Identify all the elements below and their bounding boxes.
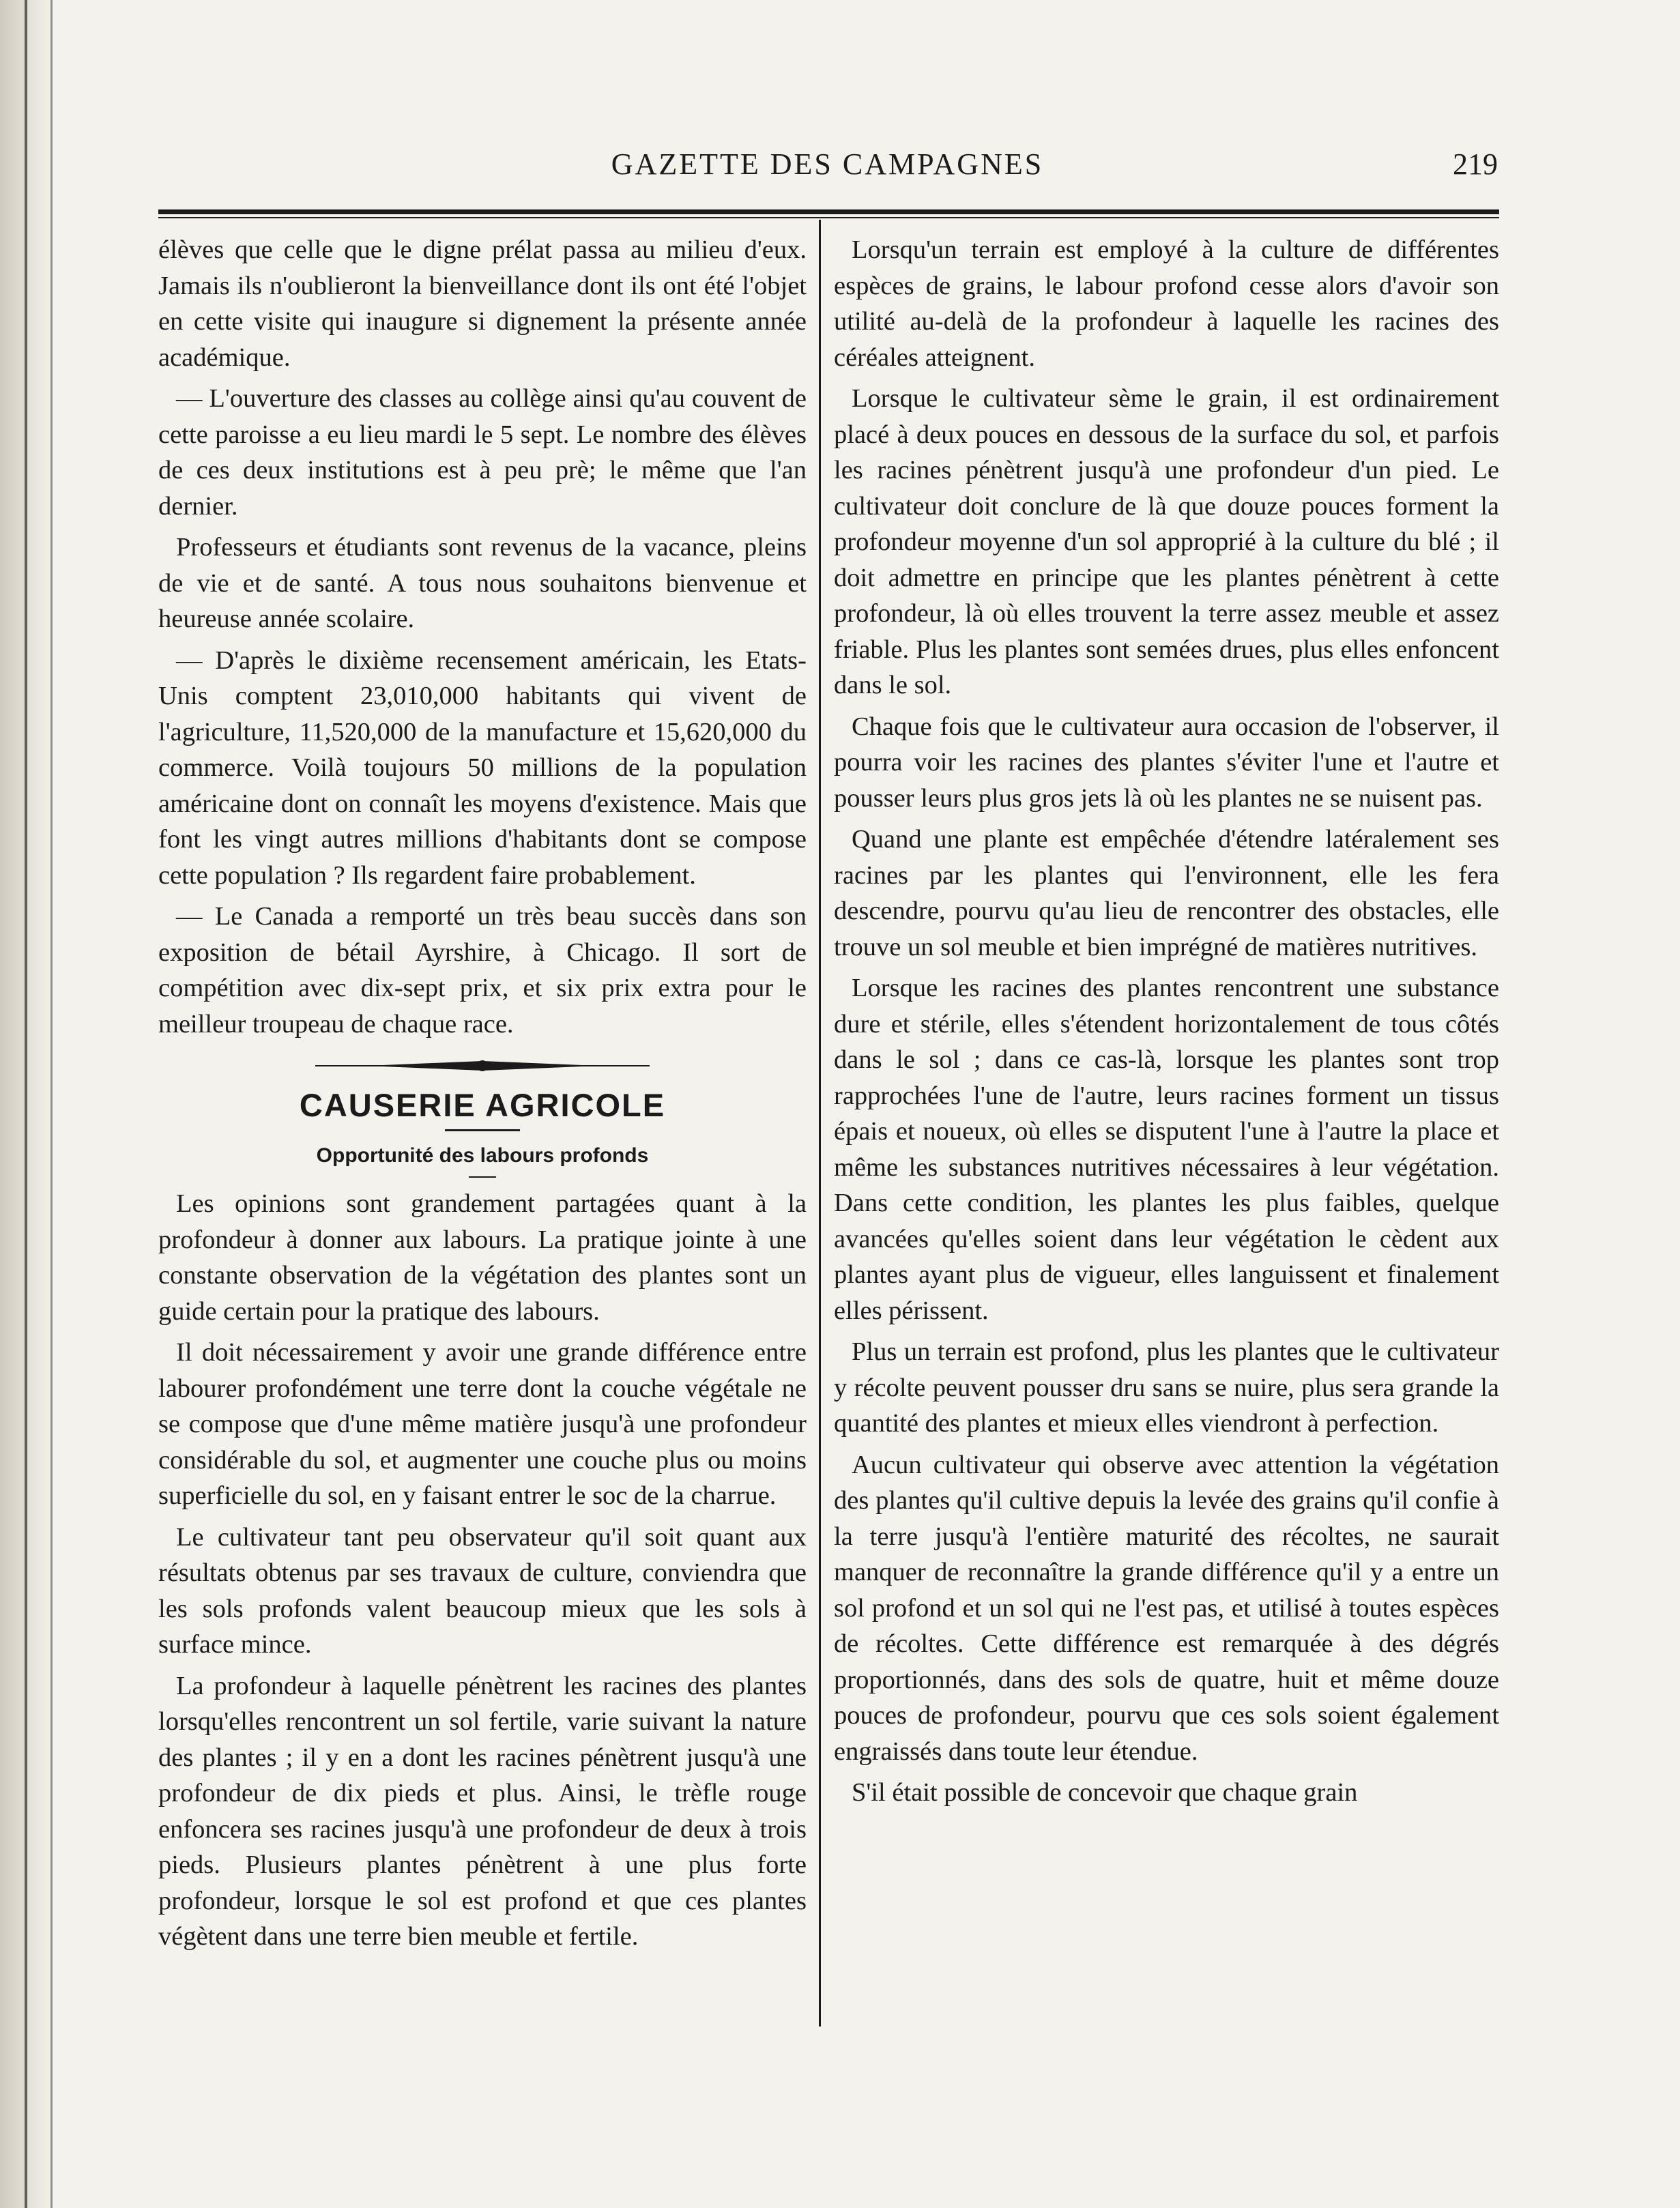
page-binding-shadow (0, 0, 55, 2208)
paragraph: Les opinions sont grandement partagées quant à la profondeur à donner aux labours. La pratique jointe à une constante observation de la végétation des plantes sont un guide certain pour la pratique des labours. (158, 1189, 807, 1326)
paragraph: Lorsqu'un terrain est employé à la culture de différentes espèces de grains, le labour profond cesse alors d'avoir son utilité au-delà de la profondeur à laquelle les racines des céréales atteignent. (834, 235, 1499, 372)
page-header (157, 147, 1498, 188)
binding-edge-line (50, 0, 53, 2208)
paragraph: — Le Canada a remporté un très beau succès dans son exposition de bétail Ayrshire, à Chicago. Il sort de compétition avec dix-sept prix, et six prix extra pour le meilleur troupeau de chaque race. (158, 902, 807, 1038)
paragraph: S'il était possible de concevoir que chaque grain (852, 1778, 1358, 1807)
header-rule-thick (158, 209, 1499, 214)
paragraph: Chaque fois que le cultivateur aura occasion de l'observer, il pourra voir les racines des plantes s'éviter l'une et l'autre et pousser leurs plus gros jets là où les plantes ne se nuisent pas. (834, 712, 1499, 813)
paragraph: Lorsque les racines des plantes rencontrent une substance dure et stérile, elles s'étendent horizontalement de tous côtés dans le sol ; dans ce cas-là, lorsque les plantes sont trop rapprochées l'une de l'autre, leurs racines forment un tissus épais et noueux, où elles se disputent l'une à l'autre la place et même les substances nutritives nécessaires à leur végétation. Dans cette condition, les plantes les plus faibles, quelque avancées qu'elles soient dans leur végétation le cèdent aux plantes ayant plus de vigueur, elles languissent et finalement elles périssent. (834, 974, 1499, 1325)
section-ornament-icon (312, 1056, 653, 1076)
title-underline (445, 1129, 520, 1131)
binding-edge-line (25, 0, 27, 2208)
left-column (158, 232, 807, 1960)
paragraph: Professeurs et étudiants sont revenus de la vacance, pleins de vie et de santé. A tous nous souhaitons bienvenue et heureuse année scolaire. (158, 533, 807, 633)
page-number: 219 (1453, 147, 1498, 181)
paragraph: Il doit nécessairement y avoir une grande différence entre labourer profondément une terre dont la couche végétale ne se compose que d'une même matière jusqu'à une profondeur considérable du sol, et augmenter une couche plus ou moins superficielle du sol, en y faisant entrer le soc de la charrue. (158, 1338, 807, 1510)
paragraph: — D'après le dixième recensement américain, les Etats-Unis comptent 23,010,000 habitants qui vivent de l'agriculture, 11,520,000 de la manufacture et 15,620,000 du commerce. Voilà toujours 50 millions de la population américaine dont on connaît les moyens d'existence. Mais que font les vingt autres millions d'habitants dont se compose cette population ? Ils regardent faire probablement. (158, 645, 807, 890)
header-rule-thin (158, 217, 1499, 218)
paragraph: Plus un terrain est profond, plus les plantes que le cultivateur y récolte peuvent pousser dru sans se nuire, plus sera grande la quantité des plantes et mieux elles viendront à perfection. (834, 1337, 1499, 1438)
paragraph: La profondeur à laquelle pénètrent les racines des plantes lorsqu'elles rencontrent un sol fertile, varie suivant la nature des plantes ; il y en a dont les racines pénètrent jusqu'à une profondeur de dix pieds et plus. Ainsi, le trèfle rouge enfoncera ses racines jusqu'à une profondeur de deux à trois pieds. Plusieurs plantes pénètrent à une plus forte profondeur, lorsque le sol est profond et que ces plantes végètent dans une terre bien meuble et fertile. (158, 1671, 807, 1951)
paragraph: Le cultivateur tant peu observateur qu'il soit quant aux résultats obtenus par ses travaux de culture, conviendra que les sols profonds valent beaucoup mieux que les sols à surface mince. (158, 1522, 807, 1659)
paragraph: élèves que celle que le digne prélat passa au milieu d'eux. Jamais ils n'oublieront la bienveillance dont ils ont été l'objet en cette visite qui inaugure si dignement la présente année académique. (158, 235, 807, 372)
paragraph: Aucun cultivateur qui observe avec attention la végétation des plantes qu'il cultive depuis la levée des grains qu'il confie à la terre jusqu'à l'entière maturité des récoltes, ne saurait manquer de reconnaître la grande différence qu'il y a entre un sol profond et un sol qui ne l'est pas, et utilisé à toutes espèces de récoltes. Cette différence est remarquée à des dégrés proportionnés, dans des sols de quatre, huit et même douze pouces de profondeur, pourvu que ces sols soient également engraissés dans toute leur étendue. (834, 1450, 1499, 1766)
column-divider (819, 220, 821, 2027)
right-column (834, 232, 1499, 1816)
paragraph: — L'ouverture des classes au collège ainsi qu'au couvent de cette paroisse a eu lieu mardi le 5 sept. Le nombre des élèves de ces deux institutions est à peu prè; le même que l'an dernier. (158, 384, 807, 521)
section-title: CAUSERIE AGRICOLE (299, 1087, 666, 1123)
paragraph: Quand une plante est empêchée d'étendre latéralement ses racines par les plantes qui l'environnent, elle les fera descendre, pourvu qu'au lieu de rencontrer des obstacles, elle trouve un sol meuble et bien imprégné de matières nutritives. (834, 825, 1499, 961)
subtitle-rule (469, 1176, 496, 1178)
running-title: GAZETTE DES CAMPAGNES (611, 147, 1044, 181)
paragraph: Lorsque le cultivateur sème le grain, il est ordinairement placé à deux pouces en dessous de la surface du sol, et parfois les racines pénètrent jusqu'à une profondeur d'un pied. Le cultivateur doit conclure de là que douze pouces forment la profondeur moyenne d'un sol approprié à la culture du blé ; il doit admettre en principe que les plantes pénètrent à cette profondeur, là où elles trouvent la terre assez meuble et assez friable. Plus les plantes sont semées drues, plus elles enfoncent dans le sol. (834, 384, 1499, 699)
section-subtitle: Opportunité des labours profonds (316, 1144, 649, 1167)
